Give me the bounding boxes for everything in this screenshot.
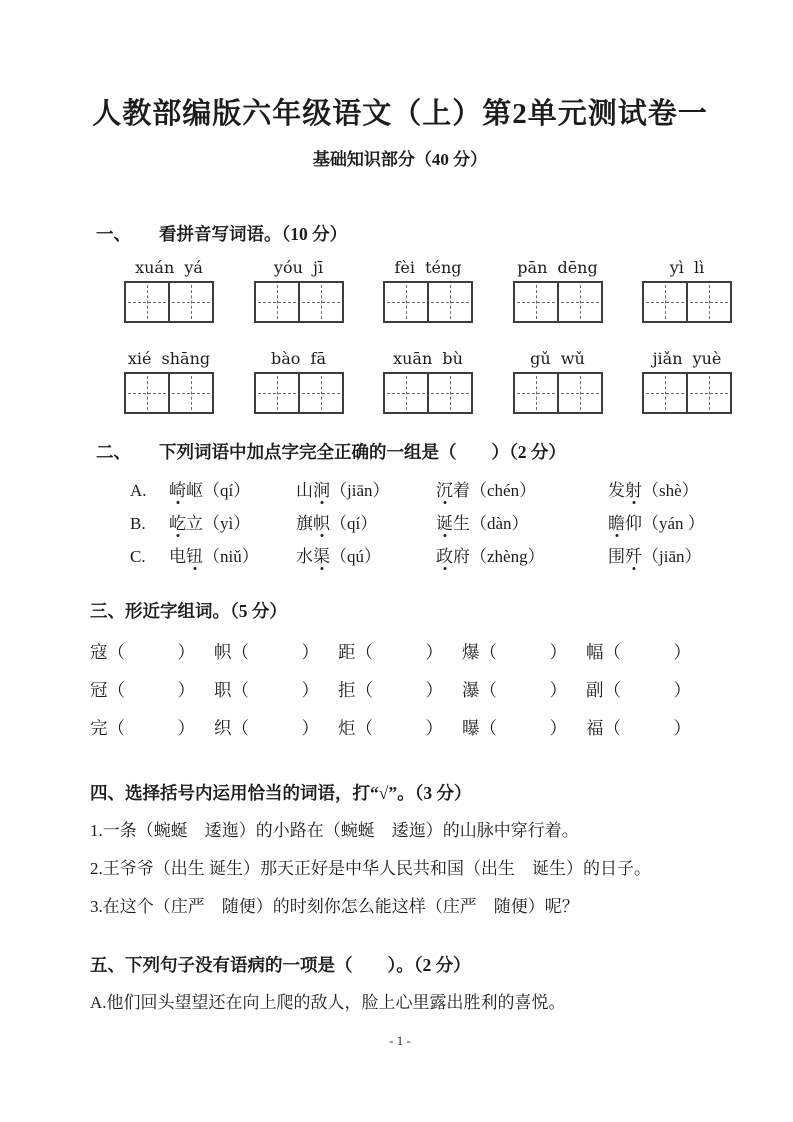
word-formation-item: [586, 671, 710, 709]
section2-number: 二、: [96, 442, 131, 462]
grid-cell: [168, 374, 212, 412]
character: 职: [214, 680, 232, 700]
word-post: 生: [453, 514, 470, 533]
writing-grid: [254, 372, 344, 414]
section2-heading: [96, 440, 710, 464]
section4-sentence-1: 1.一条（蜿蜒 逶迤）的小路在（蜿蜒 逶迤）的山脉中穿行着。: [90, 821, 579, 840]
answer-blank: （ ）: [231, 642, 319, 662]
word-formation-row: [90, 633, 710, 671]
grid-cell: [557, 374, 601, 412]
character: 幅: [586, 642, 604, 662]
dotted-char: 屹: [169, 514, 186, 533]
pinyin-writing-unit: [383, 349, 473, 414]
word-formation-item: [214, 633, 338, 671]
pinyin-row-2: [124, 349, 732, 414]
word-formation-item: [90, 671, 214, 709]
word-formation-item: [338, 633, 462, 671]
word-formation-item: [90, 709, 214, 747]
character: 曝: [462, 718, 480, 738]
word-formation-item: [214, 709, 338, 747]
section1-heading: [96, 222, 710, 246]
answer-blank: （ ）: [603, 642, 691, 662]
option-label: B.: [130, 514, 146, 533]
grid-cell: [427, 374, 471, 412]
pinyin-annotation: （yì）: [203, 514, 251, 533]
pinyin-label: pān dēng: [517, 258, 598, 277]
answer-blank: （ ）: [479, 718, 567, 738]
answer-blank: （ ）: [479, 680, 567, 700]
writing-grid: [513, 281, 603, 323]
grid-cell: [256, 283, 298, 321]
word-pre: 围: [608, 547, 625, 566]
word-post: 岖: [186, 481, 203, 500]
dotted-char: 涧: [313, 481, 330, 500]
character: 帜: [214, 642, 232, 662]
paper-subtitle: 基础知识部分（40 分）: [312, 150, 488, 169]
pinyin-annotation: （zhèng）: [470, 547, 545, 566]
word-formation-item: [214, 671, 338, 709]
character: 爆: [462, 642, 480, 662]
pinyin-label: xuān bù: [393, 349, 463, 368]
character: 福: [586, 718, 604, 738]
word-formation-item: [586, 709, 710, 747]
section4-sentence-3: 3.在这个（庄严 随便）的时刻你怎么能这样（庄严 随便）呢？: [90, 897, 579, 916]
word-formation-item: [338, 671, 462, 709]
word-pre: 旗: [296, 514, 313, 533]
grid-cell: [644, 374, 686, 412]
answer-blank: （ ）: [355, 718, 443, 738]
dotted-char: 钮: [186, 547, 203, 566]
word-with-pinyin: [436, 540, 608, 573]
section3-grid: [90, 633, 710, 747]
dotted-char: 瞻: [608, 514, 625, 533]
word-formation-row: [90, 671, 710, 709]
writing-grid: [383, 372, 473, 414]
word-with-pinyin: [169, 540, 296, 573]
pinyin-writing-unit: [513, 349, 603, 414]
grid-cell: [256, 374, 298, 412]
word-post: 立: [186, 514, 203, 533]
answer-blank: （ ）: [231, 680, 319, 700]
pinyin-row-1: [124, 258, 732, 323]
pinyin-annotation: （niǔ）: [203, 547, 259, 566]
word-post: 仰: [625, 514, 642, 533]
pinyin-label: fèi téng: [394, 258, 462, 277]
dotted-char: 射: [625, 481, 642, 500]
pinyin-writing-unit: [513, 258, 603, 323]
pinyin-annotation: （qú）: [330, 547, 381, 566]
grid-cell: [298, 283, 342, 321]
pinyin-annotation: （jiān）: [330, 481, 390, 500]
grid-cell: [385, 374, 427, 412]
word-pre: 山: [296, 481, 313, 500]
dotted-char: 诞: [436, 514, 453, 533]
grid-cell: [686, 283, 730, 321]
section5-heading: 五、下列句子没有语病的一项是（ ）。（2 分）: [90, 955, 471, 975]
word-with-pinyin: [296, 474, 436, 507]
pinyin-annotation: （shè）: [642, 481, 699, 500]
dotted-char: 帜: [313, 514, 330, 533]
option-row-c: [130, 540, 710, 573]
word-with-pinyin: [608, 474, 710, 507]
pinyin-annotation: （yán ）: [642, 514, 705, 533]
character: 完: [90, 718, 108, 738]
answer-blank: （ ）: [355, 642, 443, 662]
grid-cell: [298, 374, 342, 412]
grid-cell: [385, 283, 427, 321]
writing-grid: [383, 281, 473, 323]
pinyin-writing-unit: [254, 349, 344, 414]
section1-title: 看拼音写词语。（10 分）: [159, 224, 348, 244]
pinyin-writing-unit: [124, 349, 214, 414]
word-with-pinyin: [169, 507, 296, 540]
word-formation-row: [90, 709, 710, 747]
pinyin-label: jiǎn yuè: [652, 349, 722, 368]
answer-blank: （ ）: [107, 642, 195, 662]
answer-blank: （ ）: [355, 680, 443, 700]
grid-cell: [644, 283, 686, 321]
writing-grid: [124, 372, 214, 414]
word-pre: 电: [169, 547, 186, 566]
pinyin-label: xuán yá: [135, 258, 203, 277]
word-with-pinyin: [296, 507, 436, 540]
grid-cell: [126, 283, 168, 321]
answer-blank: （ ）: [107, 680, 195, 700]
writing-grid: [642, 281, 732, 323]
section4-sentence-2: 2.王爷爷（出生 诞生）那天正好是中华人民共和国（出生 诞生）的日子。: [90, 859, 651, 878]
pinyin-label: yì lì: [669, 258, 705, 277]
grid-cell: [168, 283, 212, 321]
dotted-char: 政: [436, 547, 453, 566]
grid-cell: [557, 283, 601, 321]
character: 炬: [338, 718, 356, 738]
word-with-pinyin: [436, 474, 608, 507]
answer-blank: （ ）: [603, 680, 691, 700]
word-formation-item: [338, 709, 462, 747]
pinyin-annotation: （qí）: [330, 514, 378, 533]
word-with-pinyin: [436, 507, 608, 540]
word-formation-item: [90, 633, 214, 671]
pinyin-writing-unit: [642, 349, 732, 414]
pinyin-label: bào fā: [271, 349, 326, 368]
word-formation-item: [462, 709, 586, 747]
pinyin-annotation: （chén）: [470, 481, 537, 500]
writing-grid: [254, 281, 344, 323]
word-with-pinyin: [296, 540, 436, 573]
paper-title: 人教部编版六年级语文（上）第2单元测试卷一: [92, 98, 708, 130]
writing-grid: [124, 281, 214, 323]
writing-grid: [513, 372, 603, 414]
pinyin-label: yóu jī: [273, 258, 324, 277]
answer-blank: （ ）: [231, 718, 319, 738]
option-label: C.: [130, 547, 146, 566]
dotted-char: 渠: [313, 547, 330, 566]
pinyin-writing-unit: [254, 258, 344, 323]
pinyin-writing-unit: [383, 258, 473, 323]
pinyin-writing-unit: [642, 258, 732, 323]
pinyin-annotation: （dàn）: [470, 514, 529, 533]
page-number: - 1 -: [389, 1033, 411, 1048]
character: 拒: [338, 680, 356, 700]
grid-cell: [427, 283, 471, 321]
word-formation-item: [586, 633, 710, 671]
character: 距: [338, 642, 356, 662]
grid-cell: [126, 374, 168, 412]
dotted-char: 崎: [169, 481, 186, 500]
word-formation-item: [462, 671, 586, 709]
word-with-pinyin: [608, 507, 710, 540]
grid-cell: [515, 283, 557, 321]
section5-option-a: A.他们回头望望还在向上爬的敌人，脸上心里露出胜利的喜悦。: [90, 993, 566, 1012]
section1-number: 一、: [96, 224, 131, 244]
option-row-a: [130, 474, 710, 507]
word-post: 府: [453, 547, 470, 566]
grid-cell: [515, 374, 557, 412]
word-pre: 水: [296, 547, 313, 566]
section4-heading: 四、选择括号内运用恰当的词语，打“√”。（3 分）: [90, 783, 472, 803]
option-label: A.: [130, 481, 147, 500]
pinyin-label: xié shāng: [127, 349, 211, 368]
writing-grid: [642, 372, 732, 414]
character: 瀑: [462, 680, 480, 700]
section2-title: 下列词语中加点字完全正确的一组是（ ）（2 分）: [159, 442, 566, 462]
answer-blank: （ ）: [603, 718, 691, 738]
option-row-b: [130, 507, 710, 540]
character: 寇: [90, 642, 108, 662]
character: 织: [214, 718, 232, 738]
section2-options: [130, 474, 710, 573]
character: 副: [586, 680, 604, 700]
word-formation-item: [462, 633, 586, 671]
word-with-pinyin: [608, 540, 710, 573]
word-post: 着: [453, 481, 470, 500]
pinyin-label: gǔ wǔ: [530, 349, 585, 368]
word-with-pinyin: [169, 474, 296, 507]
pinyin-writing-unit: [124, 258, 214, 323]
word-pre: 发: [608, 481, 625, 500]
pinyin-annotation: （jiān）: [642, 547, 702, 566]
section3-heading: 三、形近字组词。（5 分）: [90, 601, 287, 621]
dotted-char: 沉: [436, 481, 453, 500]
answer-blank: （ ）: [479, 642, 567, 662]
character: 冠: [90, 680, 108, 700]
dotted-char: 歼: [625, 547, 642, 566]
grid-cell: [686, 374, 730, 412]
answer-blank: （ ）: [107, 718, 195, 738]
pinyin-annotation: （qí）: [203, 481, 251, 500]
